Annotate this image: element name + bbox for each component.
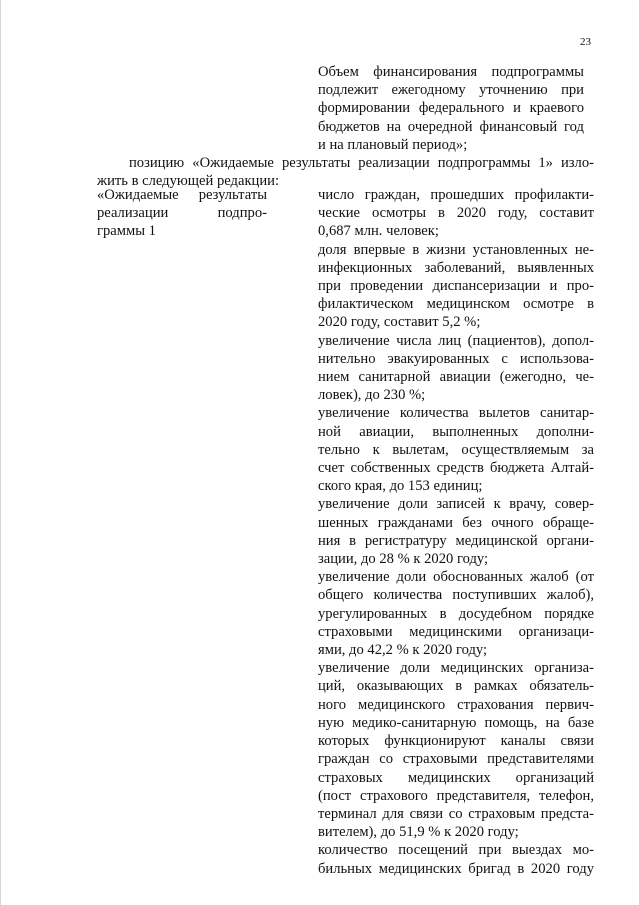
result-line: вителем), до 51,9 % к 2020 году; [318,824,519,841]
expected-results-text [318,186,594,878]
result-line: общего количества поступивших жалоб), [318,587,594,604]
result-line: ной авиации, выполненных дополни- [318,423,594,440]
result-line: шенных гражданами без очного обраще- [318,514,594,531]
position-line: жить в следующей редакции: [97,173,280,190]
funding-line: формировании федерального и краевого [318,100,584,117]
result-line: бильных медицинских бригад в 2020 году [318,860,594,877]
scan-border [0,0,1,905]
result-line: нием санитарной авиации (ежегодно, че- [318,369,594,386]
result-line: увеличение числа лиц (пациентов), допол- [318,332,594,349]
result-line: увеличение количества вылетов санитар- [318,405,594,422]
label-line: граммы 1 [97,223,156,240]
result-line: ского края, до 153 единиц; [318,478,483,495]
label-line: «Ожидаемые результаты [97,187,267,203]
result-line: ного медицинского страхования первич- [318,696,594,713]
result-line: граждан со страховыми представителями [318,751,594,768]
result-line: доля впервые в жизни установленных не- [318,241,594,258]
result-line: количество посещений при выездах мо- [318,842,594,859]
result-line: 2020 году, составит 5,2 %; [318,314,481,331]
result-line: ями, до 42,2 % к 2020 году; [318,642,488,659]
expected-results-label [97,186,267,241]
label-line: реализации подпро- [97,205,267,222]
result-line: филактическом медицинском осмотре в [318,296,594,313]
result-line: ций, оказывающих в рамках обязатель- [318,678,594,695]
result-line: увеличение доли медицинских организа- [318,660,594,677]
result-line: страховыми медицинскими организаци- [318,623,594,640]
result-line: при проведении диспансеризации и про- [318,278,594,295]
funding-line: Объем финансирования подпрограммы [318,64,584,80]
position-paragraph [97,154,594,190]
result-line: увеличение доли обоснованных жалоб (от [318,569,594,586]
result-line: (пост страхового представителя, телефон, [318,787,594,804]
funding-line: и на плановый период»; [318,136,468,153]
result-line: 0,687 млн. человек; [318,223,439,240]
result-line: ловек), до 230 %; [318,387,426,404]
result-line: инфекционных заболеваний, выявленных [318,259,594,276]
funding-paragraph [318,63,584,154]
result-line: страховых медицинских организаций [318,769,594,786]
position-line: позицию «Ожидаемые результаты реализации подпрограммы 1» изло- [129,155,594,171]
result-line: зации, до 28 % к 2020 году; [318,551,489,568]
result-line: увеличение доли записей к врачу, совер- [318,496,594,513]
result-line: нительно эвакуированных с использова- [318,350,594,367]
result-line: терминал для связи со страховым предста- [318,805,594,822]
funding-line: бюджетов на очередной финансовый год [318,118,584,135]
result-line: ческие осмотры в 2020 году, составит [318,205,594,222]
result-line: тельно к вылетам, осуществляемым за [318,441,594,458]
page-number: 23 [580,36,591,48]
result-line: урегулированных в досудебном порядке [318,605,594,622]
funding-line: подлежит ежегодному уточнению при [318,82,584,99]
result-line: которых функционируют каналы связи [318,733,594,750]
result-line: ния в регистратуру медицинской органи- [318,532,594,549]
result-line: счет собственных средств бюджета Алтай- [318,460,594,477]
result-line: число граждан, прошедших профилакти- [318,187,594,203]
result-line: ную медико-санитарную помощь, на базе [318,714,594,731]
